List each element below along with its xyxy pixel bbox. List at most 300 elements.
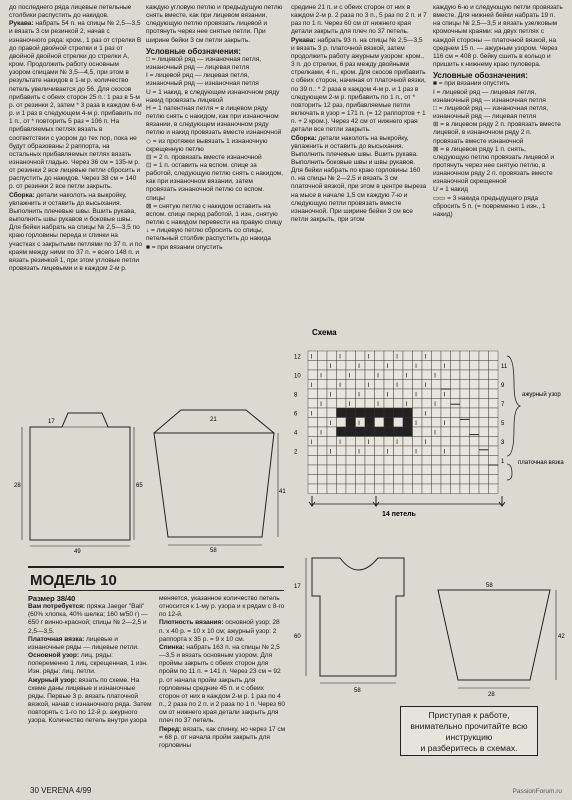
body-dim-b: 28 [14,483,21,489]
chart-cell [318,456,328,466]
legend1-item: ↓ = лицевую петлю сбросить со спицы, петельный столбик распустить до накида [146,227,271,243]
chart-symbol: I [367,439,370,446]
chart-row-label-left: 10 [294,373,301,380]
chart-cell [308,456,318,466]
chart-cell [451,361,461,371]
col1-text [9,4,142,273]
chart-row-label-right: 11 [501,364,508,370]
needed-head: Вам потребуется: [28,603,86,611]
page-footer: 30 VERENA 4/99 [30,786,92,795]
chart-cell [308,418,318,428]
body-pattern [12,405,144,555]
chart-cell [375,361,385,371]
density-text: основной узор: 28 п. x 40 р. = 10 x 10 см; ажурный узор: 2 раппорта x 35 р. = 9 x 10 см. [159,619,280,643]
sleeve-text: набрать 54 п. на спицы № 2,5—3,5 и вязать 3 см резинкой 2, начав с изнаночного ряда: кром., 1 раз от стрелки B до правой двойной стрелки и 1 раз от двойной двойной стрелки до стрелки A, кром. Продолжить работу основным узором спицами № 3,5—4,5, при этом в результате накидов в 1-м р. количество петель увеличивается до 56. Для скосов прибавить с обеих сторон 25 п.: 1 раз в 5-м р. от резинки 2, затем * 3 раза в каждом 6-м р. и 1 раз в следующем 4-м р. прибавить по 1 п., от * повторить 5 раз = 106 п. На прибавляемых петлях вязать в соответствии с узором до тех пор, пока не будут образованы 2 раппорта, на остальных прибавляемых петлях вязать изнаночной гладью. Через 36 см = 135-м р. от резинки 2 все лицевые петли сбросить и распустить до накидов. Через 38 см = 140 р. от резинки 2 все петли закрыть. [9,20,142,191]
openwork-label: ажурный узор [522,392,561,398]
chart-cell [327,446,337,456]
chart-symbol: I [415,363,417,370]
chart-symbol: I [396,353,398,361]
chart-cell [384,456,394,466]
chart-cell [365,408,375,418]
sleeve2-dim-bottom: 28 [488,692,495,698]
openwork-text: вязать по схеме. На схеме даны лицевые и изнаночные ряды. Первые 3 р. вязать платочной вязкой, начав с изнаночного ряда. Затем повторять с 1-го по 12-й р. ажурного узора. Количество петель внутри узора [28,676,152,725]
openwork-head: Ажурный узор: [28,676,77,684]
chart-cell [489,380,499,390]
chart-cell [470,437,480,447]
chart-cell [432,456,442,466]
chart-cell [403,427,413,437]
chart-cell [318,380,328,390]
chart-cell [403,446,413,456]
col4-p1: каждую 6-ю и следующую петли провязать вместе. Для нижней бейки набрать 19 п. на спицы № 2,5—3,5 и вязать узелковым кромочным краями: на двух петлях с каждой стороны — платочной вязкой, на среднем 15 п. — ажурным узором. Через 116 см = 408 р. бейку сшить в кольцо и пришить к нижнему краю пуловера. [433,4,563,69]
chart-cell [356,465,366,475]
chart-cell [318,484,328,494]
chart-cell [346,418,356,428]
chart-cell [346,370,356,380]
chart-cell [365,437,375,447]
chart-cell [460,446,470,456]
chart-cell [346,437,356,447]
chart-cell [451,399,461,409]
chart-symbol: I [367,353,370,361]
legend1-item: ⊡ = 1 п. оставить на вспом. спице за работой, следующую петлю снять с накидом, как при изнаночном вязании, затем провязать изнаночной петлю со вспом. спицы [146,161,284,202]
chart-cell [413,351,423,361]
chart-symbol: I [329,391,332,399]
chart-cell [451,437,461,447]
col2-text [146,4,284,252]
chart-cell [318,465,328,475]
chart-cell [346,399,356,409]
chart-cell [479,456,489,466]
basic-text: лиц. ряды: попеременно 1 лиц. скрещенная, 1 изн. Изн. ряды: лиц. петли. [28,652,148,676]
chart-cell [422,418,432,428]
chart-cell [384,418,394,428]
chart-cell [375,399,385,409]
chart-cell [394,456,404,466]
chart-symbol: I [405,372,408,380]
chart-cell [375,380,385,390]
chart-cell [356,389,366,399]
chart-cell [318,475,328,485]
chart-cell [394,389,404,399]
chart-cell [337,389,347,399]
chart-symbol: I [386,363,389,370]
chart-cell [489,475,499,485]
chart-symbol: I [424,353,427,361]
chart-symbol: I [358,420,360,427]
body-dim-h: 65 [136,483,143,489]
pullover-dim-mid: 60 [294,634,301,640]
chart-cell [337,437,347,447]
chart-symbol: I [386,391,389,399]
chart-cell [422,389,432,399]
chart-cell [346,465,356,475]
basic-head: Основной узор: [28,652,80,660]
sleeve2-dim-top: 58 [486,583,493,589]
chart-cell [413,408,423,418]
chart-symbol: I [377,401,379,408]
body-dim-c: 49 [74,549,81,555]
legend1-item: ⊟ = 2 п. провязать вместе изнаночной [146,153,262,161]
assembly-head: Сборка: [9,191,35,199]
chart-cell [346,380,356,390]
col3-text [291,4,427,224]
knitting-scheme [292,324,567,524]
chart-cell [460,380,470,390]
chart-cell [346,361,356,371]
chart-cell [422,380,432,390]
chart-cell [422,437,432,447]
chart-cell [413,399,423,409]
chart-cell [308,351,318,361]
model-rule-top [28,566,284,568]
chart-symbol: I [386,448,389,456]
chart-cell [460,408,470,418]
chart-cell [479,361,489,371]
chart-cell [422,446,432,456]
chart-row-label-right: 9 [501,383,505,389]
chart-cell [346,475,356,485]
chart-symbol: I [415,420,417,427]
chart-cell [460,351,470,361]
chart-cell [441,361,451,371]
model-col-b [159,595,286,750]
col3-sleeve-head: Рукава: [291,36,316,44]
chart-cell [441,446,451,456]
legend1-item: U = 1 накид, в следующем изнаночном ряду накид провязать лицевой [146,88,280,104]
chart-symbol: I [339,382,341,389]
chart-cell [403,389,413,399]
chart-cell [375,484,385,494]
chart-cell [384,399,394,409]
chart-cell [384,475,394,485]
chart-cell [413,465,423,475]
chart-cell [384,389,394,399]
chart-cell [375,427,385,437]
site-watermark: PassionForum.ru [512,788,562,795]
chart-cell [432,380,442,390]
chart-cell [356,456,366,466]
chart-cell [365,399,375,409]
chart-cell [451,380,461,390]
chart-cell [308,408,318,418]
chart-cell [308,446,318,456]
chart-cell [308,465,318,475]
density-head: Плотность вязания: [159,619,224,627]
chart-cell [327,399,337,409]
tip-line2: внимательно прочитайте всю инструкцию [410,721,528,742]
sleeve-head: Рукава: [9,20,34,28]
chart-cell [422,361,432,371]
chart-cell [375,465,385,475]
chart-cell [403,380,413,390]
chart-cell [394,399,404,409]
chart-cell [413,361,423,371]
col3-p1: средине 21 п. и с обеих сторон от них в каждом 2-м р. 2 раза по 3 п., 5 раз по 2 п. и 7 раз по 1 п. Через 60 см от нижнего края детали закрыть для плеч по 37 петель. [291,4,427,36]
col1-p1: до последнего ряда лицевые петельные столбики распустить до накидов. [9,4,132,20]
chart-cell [451,427,461,437]
chart-cell [489,456,499,466]
chart-cell [394,437,404,447]
chart-cell [384,465,394,475]
chart-cell [489,418,499,428]
chart-cell [432,351,442,361]
chart-symbol: I [415,448,417,456]
chart-cell [346,484,356,494]
sleeve-dim-top: 21 [210,417,217,423]
chart-cell [479,465,489,475]
chart-cell [327,456,337,466]
chart-cell [489,437,499,447]
chart-cell [441,437,451,447]
stitches-label: 14 петель [382,511,416,518]
chart-symbol: I [377,372,379,380]
chart-symbol: I [358,391,360,399]
chart-cell [432,408,442,418]
chart-cell [356,446,366,456]
chart-cell [384,351,394,361]
legend1-item: □ = лицевой ряд — изнаночная петля, изнаночный ряд — лицевая петля [146,55,261,72]
chart-cell [413,437,423,447]
chart-cell [403,456,413,466]
chart-symbol: I [339,439,341,446]
garter-head: Платочная вязка: [28,635,85,643]
chart-cell [318,351,328,361]
legend1-item: I = лицевой ряд — лицевая петля, изнаночный ряд — изнаночная петля [146,72,259,88]
chart-cell [394,408,404,418]
chart-cell [422,370,432,380]
chart-cell [460,484,470,494]
legend2-item: ■ = при вязании опустить [433,80,510,88]
chart-cell [432,484,442,494]
chart-cell [441,399,451,409]
chart-cell [327,389,337,399]
chart-row-label-left: 4 [294,430,298,437]
chart-cell [470,370,480,380]
chart-cell [365,389,375,399]
legend2-item: ⊞ = в лицевом ряду 2 п. провязать вместе лицевой, в изнаночном ряду 2 п. провязать вместе изнаночной [433,121,561,145]
chart-cell [489,484,499,494]
chart-cell [365,418,375,428]
chart-symbol: I [443,448,446,456]
chart-cell [394,370,404,380]
chart-cell [470,484,480,494]
chart-cell [422,465,432,475]
chart-cell [394,446,404,456]
chart-cell [479,484,489,494]
chart-cell [432,370,442,380]
chart-cell [479,418,489,428]
chart-cell [327,370,337,380]
chart-cell [356,475,366,485]
chart-cell [394,418,404,428]
assembly-text: детали наколоть на выкройку, увлажнить и оставить до высыхания. Выполнить плечевые швы. Вшить рукава, выполнить швы рукавов и боковые швы. Для бейки набрать на спицы № 2,5—3,5 по краю горловины переда и спинки на участках с закрытыми петлями по 37 п. и по краям между ними по 37 п. = всего 148 п. и вязать резинкой 1, при этом угловые петли провязать лицевыми и в каждом 2-м р. [9,191,142,272]
chart-cell [470,465,480,475]
chart-cell [489,446,499,456]
chart-cell [460,456,470,466]
chart-cell [384,437,394,447]
chart-symbol: I [434,429,436,437]
chart-cell [479,427,489,437]
chart-cell [337,380,347,390]
back-head: Спинка: [159,643,185,651]
chart-cell [413,456,423,466]
col3-asm-head: Сборка: [291,134,317,142]
chart-cell [489,465,499,475]
chart-cell [441,475,451,485]
chart-cell [308,427,318,437]
chart-cell [318,370,328,380]
chart-cell [422,484,432,494]
chart-cell [422,427,432,437]
chart-cell [318,408,328,418]
chart-cell [365,427,375,437]
chart-cell [489,370,499,380]
chart-cell [413,370,423,380]
chart-row-label-right: 7 [501,402,505,408]
chart-cell [308,370,318,380]
chart-symbol: I [396,382,398,389]
chart-cell [375,418,385,428]
chart-cell [479,399,489,409]
body-dim-a: 17 [48,419,55,425]
chart-cell [327,418,337,428]
chart-cell [356,361,366,371]
chart-cell [375,475,385,485]
chart-cell [356,427,366,437]
chart-cell [441,484,451,494]
chart-cell [451,446,461,456]
chart-cell [413,427,423,437]
col2-p1: каждую угловую петлю и предыдущую петлю снять вместе, как при лицевом вязании, следующую петлю провязать лицевой и протянуть через нее снятые петли. При ширине бейки 3 см петли закрыть. [146,4,283,44]
chart-cell [460,370,470,380]
chart-cell [308,389,318,399]
chart-cell [384,361,394,371]
chart-cell [422,351,432,361]
chart-cell [365,446,375,456]
chart-cell [422,475,432,485]
legend2-item: ▭▭ = 3 накида предыдущего ряда сбросить 5 п. (= повременно 1 изн., 1 накид) [433,194,546,218]
legend2-head: Условные обозначения: [433,71,528,81]
chart-cell [346,408,356,418]
chart-cell [432,427,442,437]
chart-cell [403,399,413,409]
back-text: набрать 163 п. на спицы № 2,5—3,5 и вязать основным узором. Для проймы закрыть с обеих сторон для пройм по 11 п. = 141 п. Через 23 см = 92 р. от начала пройм закрыть для горловины средние 45 п. и с обеих сторон от них в каждом 2-м р. 1 раз по 4 п., 2 раза по 2 п. и 2 раза по 1 п. Через 60 см от нижнего края детали закрыть для плеч по 37 петель. [159,643,285,725]
sleeve-dim-right: 41 [279,489,286,495]
chart-symbol: I [320,372,322,380]
chart-cell [327,380,337,390]
chart-cell [318,389,328,399]
chart-cell [460,465,470,475]
chart-cell [451,475,461,485]
chart-symbol: I [443,363,446,370]
chart-cell [432,418,442,428]
chart-cell [337,475,347,485]
scheme-title: Схема [312,328,337,337]
chart-symbol: I [310,353,313,361]
chart-cell [327,475,337,485]
chart-row-label-left: 2 [294,449,298,456]
chart-cell [375,370,385,380]
model-rule-bottom [28,590,284,591]
chart-cell [356,380,366,390]
chart-symbol: I [396,439,398,446]
chart-cell [413,418,423,428]
repeat-arrow [373,496,379,506]
chart-cell [422,456,432,466]
chart-cell [403,465,413,475]
chart-cell [451,418,461,428]
chart-cell [432,475,442,485]
garter-label: платочная вязка [518,460,564,466]
chart-cell [318,399,328,409]
chart-cell [460,475,470,485]
chart-cell [470,408,480,418]
chart-cell [460,427,470,437]
chart-cell [394,351,404,361]
chart-symbol: I [443,391,446,399]
chart-symbol: I [348,401,351,408]
chart-cell [479,351,489,361]
chart-cell [394,361,404,371]
chart-cell [356,351,366,361]
chart-cell [489,389,499,399]
chart-cell [479,437,489,447]
chart-cell [441,370,451,380]
chart-cell [384,380,394,390]
chart-cell [384,370,394,380]
legend1-item: ◇ = из протяжки вывязать 1 изнаночную скрещенную петлю [146,137,268,153]
chart-cell [413,446,423,456]
sleeve-pattern-2 [430,580,568,700]
mid-text: меняется, указанное количество петель относится к 1-му р. узора и к рядам с 8-го по 12-й. [159,595,285,619]
chart-cell [308,437,318,447]
chart-cell [422,399,432,409]
chart-cell [413,389,423,399]
chart-cell [337,408,347,418]
chart-cell [432,446,442,456]
chart-cell [403,484,413,494]
chart-symbol: I [415,391,417,399]
chart-cell [470,446,480,456]
chart-cell [337,484,347,494]
chart-cell [337,399,347,409]
chart-symbol: I [424,439,427,446]
legend1-item: ■ = при вязании опустить [146,243,223,251]
sleeve2-dim-right: 42 [558,634,565,640]
chart-cell [308,399,318,409]
chart-cell [470,399,480,409]
chart-cell [479,446,489,456]
col3-asm-text: детали наколоть на выкройку, увлажнить и оставить до высыхания. Выполнить плечевые швы. Вшить рукава. Выполнить боковые швы и швы рукавов. Для бейки набрать по краю горловины 160 п. на спицы № 2—2,5 и вязать 3 см платочной вязкой, при этом в центре выреза на мысе в начале 1,5 см каждую 7-ю и следующую петли провязать вместе изнаночной. При ширине бейки 3 см все петли закрыть, при этом [291,134,427,224]
chart-cell [365,475,375,485]
chart-cell [441,465,451,475]
model-col-a [28,595,153,726]
chart-cell [451,465,461,475]
chart-cell [318,446,328,456]
chart-cell [318,361,328,371]
garter-text: лицевые и изнаночные ряды — лицевые петли. [28,635,139,651]
chart-cell [356,484,366,494]
chart-cell [394,475,404,485]
chart-symbol: I [320,401,322,408]
chart-cell [327,351,337,361]
legend2-item: ⊠ = в лицевом ряду 1 п. снять, следующую петлю провязать лицевой и протянуть через нее снятую петлю, в изнаночном ряду 2 п. провязать вместе изнаночной скрещенной [433,145,555,186]
sleeve-pattern [146,405,286,555]
chart-symbol: I [329,448,332,456]
chart-cell [337,456,347,466]
chart-cell [479,370,489,380]
